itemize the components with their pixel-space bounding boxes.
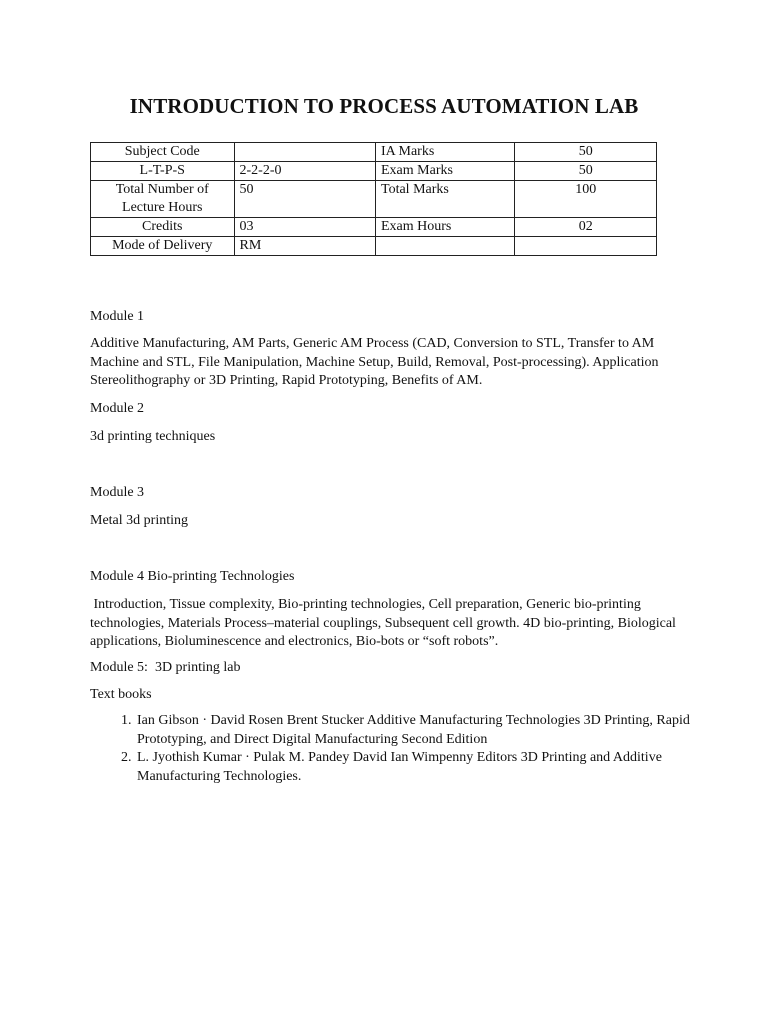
- table-row: [91, 237, 657, 256]
- table-cell: Mode of Delivery: [91, 237, 235, 256]
- page-title: INTRODUCTION TO PROCESS AUTOMATION LAB: [129, 94, 639, 118]
- table-cell: RM: [234, 237, 376, 256]
- table-cell: 02: [515, 218, 657, 237]
- table-row: [91, 218, 657, 237]
- module-4-heading: Module 4 Bio-printing Technologies: [90, 569, 295, 584]
- table-cell: Exam Hours: [376, 218, 515, 237]
- module-4-content: Introduction, Tissue complexity, Bio-printing technologies, Cell preparation, Generic bio-printing technologies, Materials Process–material couplings, Subsequent cell growth. 4D bio-printing, Biological applications, Bioluminescence and electronics, Bio-bots or “soft robots”.: [90, 597, 680, 649]
- table-cell: [376, 237, 515, 256]
- textbooks-heading: Text books: [90, 687, 152, 702]
- module-3-heading: Module 3: [90, 485, 145, 500]
- list-item: 2. L. Jyothish Kumar · Pulak M. Pandey David Ian Wimpenny Editors 3D Printing and Additive Manufacturing Technologies.: [135, 749, 725, 786]
- table-cell: 2-2-2-0: [234, 162, 376, 181]
- module-2-heading: Module 2: [90, 401, 145, 416]
- table-cell: Total Number of Lecture Hours: [91, 181, 235, 218]
- list-item: 1. Ian Gibson · David Rosen Brent Stucker Additive Manufacturing Technologies 3D Printing, Rapid Prototyping, and Direct Digital Manufacturing Second Edition: [135, 712, 725, 749]
- table-cell: IA Marks: [376, 143, 515, 162]
- module-1-content: Additive Manufacturing, AM Parts, Generic AM Process (CAD, Conversion to STL, Transfer to AM Machine and STL, File Manipulation, Machine Setup, Build, Removal, Post-processing). Application Stereolithography or 3D Printing, Rapid Prototyping, Benefits of AM.: [90, 336, 659, 388]
- table-cell: [515, 237, 657, 256]
- table-cell: 50: [515, 143, 657, 162]
- table-cell: Credits: [91, 218, 235, 237]
- table-cell: 50: [515, 162, 657, 181]
- table-row: [91, 162, 657, 181]
- table-cell: 50: [234, 181, 376, 218]
- table-cell: Total Marks: [376, 181, 515, 218]
- table-row: [91, 181, 657, 218]
- table-cell: L-T-P-S: [91, 162, 235, 181]
- table-cell: 100: [515, 181, 657, 218]
- module-1-heading: Module 1: [90, 309, 145, 324]
- module-5-heading: Module 5: 3D printing lab: [90, 660, 241, 675]
- course-info-table: [90, 142, 657, 256]
- module-2-content: 3d printing techniques: [90, 429, 216, 444]
- table-cell: Exam Marks: [376, 162, 515, 181]
- textbooks-list: [90, 712, 725, 786]
- table-cell: 03: [234, 218, 376, 237]
- table-cell: [234, 143, 376, 162]
- table-cell: Subject Code: [91, 143, 235, 162]
- table-row: [91, 143, 657, 162]
- module-3-content: Metal 3d printing: [90, 513, 188, 528]
